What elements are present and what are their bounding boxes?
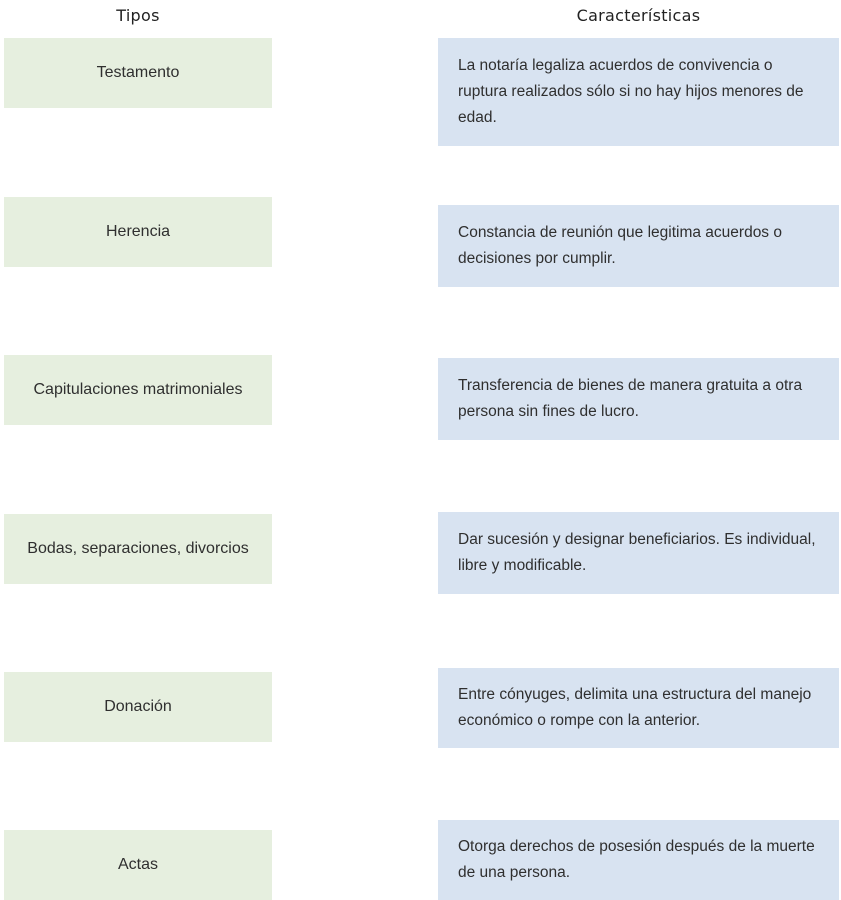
characteristic-card-4[interactable] bbox=[438, 512, 839, 594]
type-card-bodas[interactable] bbox=[4, 514, 272, 584]
type-label: Actas bbox=[117, 856, 158, 873]
type-label: Capitulaciones matrimoniales bbox=[33, 381, 243, 398]
type-label: Donación bbox=[104, 698, 172, 715]
characteristic-card-1[interactable] bbox=[438, 38, 839, 146]
characteristic-text: Constancia de reunión que legitima acuerdos o decisiones por cumplir. bbox=[458, 224, 782, 267]
characteristic-text: Transferencia de bienes de manera gratuita a otra persona sin fines de lucro. bbox=[458, 377, 803, 420]
characteristic-text: Otorga derechos de posesión después de la muerte de una persona. bbox=[458, 838, 815, 881]
type-card-capitulaciones[interactable] bbox=[4, 355, 272, 425]
characteristic-card-3[interactable] bbox=[438, 358, 839, 440]
type-label: Testamento bbox=[96, 64, 180, 81]
characteristics-header: Características bbox=[576, 6, 701, 25]
type-card-donacion[interactable] bbox=[4, 672, 272, 742]
characteristic-text: Entre cónyuges, delimita una estructura del manejo económico o rompe con la anterior. bbox=[458, 686, 812, 729]
characteristic-text: La notaría legaliza acuerdos de convivencia o ruptura realizados sólo si no hay hijos menores de edad. bbox=[458, 57, 804, 126]
type-label: Herencia bbox=[105, 223, 171, 240]
characteristic-card-6[interactable] bbox=[438, 820, 839, 900]
type-card-herencia[interactable] bbox=[4, 197, 272, 267]
type-card-actas[interactable] bbox=[4, 830, 272, 900]
types-header: Tipos bbox=[116, 6, 160, 25]
characteristic-card-2[interactable] bbox=[438, 205, 839, 287]
type-label: Bodas, separaciones, divorcios bbox=[27, 540, 249, 557]
type-card-testamento[interactable] bbox=[4, 38, 272, 108]
characteristic-card-5[interactable] bbox=[438, 668, 839, 748]
characteristic-text: Dar sucesión y designar beneficiarios. Es individual, libre y modificable. bbox=[458, 531, 816, 574]
